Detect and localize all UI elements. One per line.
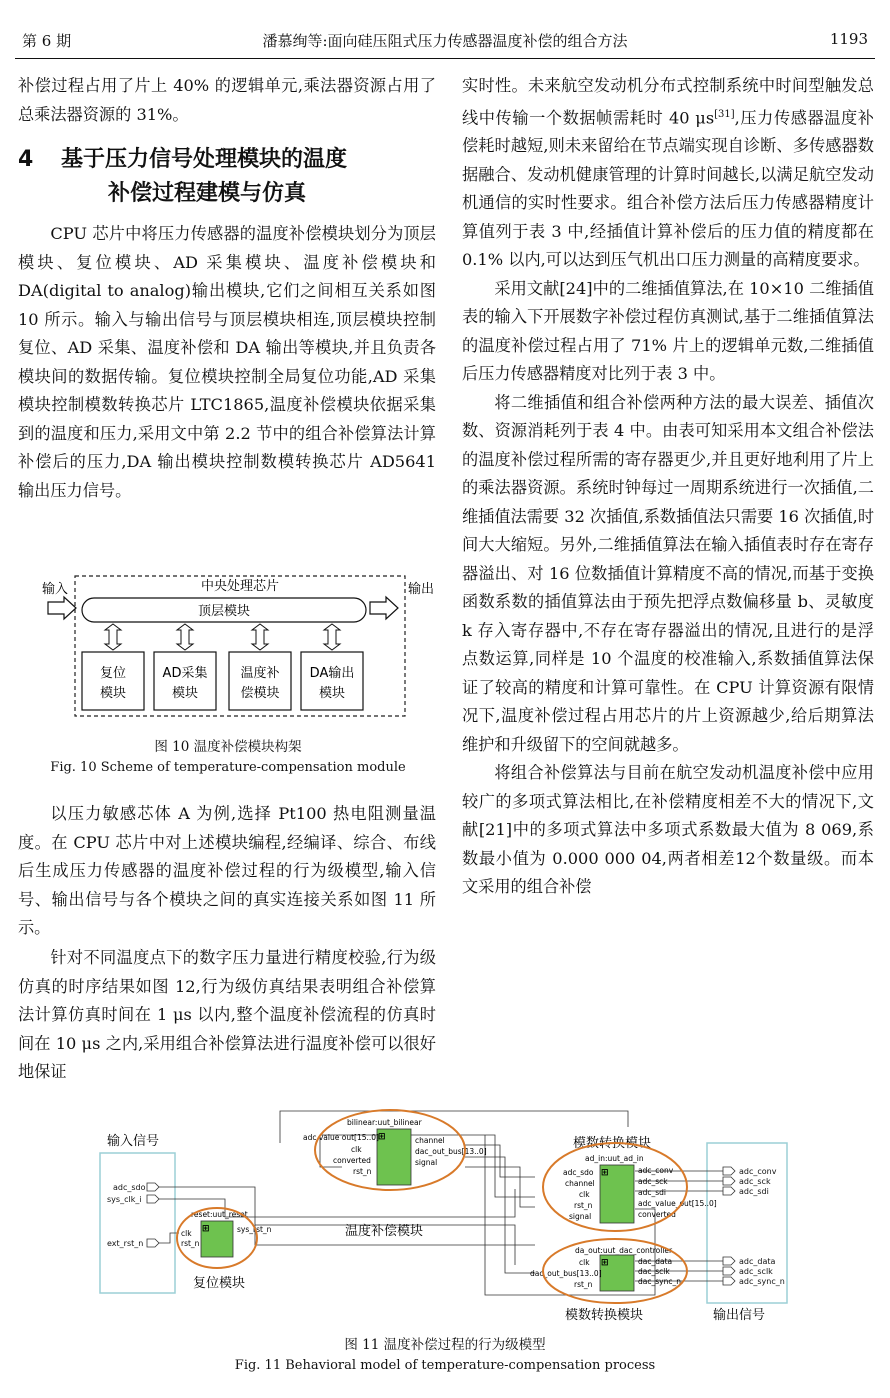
module-label: 模块: [318, 686, 346, 701]
module-label: AD采集: [162, 666, 208, 681]
section-heading: [18, 142, 438, 178]
svg-text:⊞: ⊞: [202, 1224, 210, 1234]
fig11-caption-cn: 图 11 温度补偿过程的行为级模型: [344, 1337, 546, 1353]
svg-text:⊞: ⊞: [601, 1258, 609, 1268]
svg-text:dac_out_bus[13..0]: dac_out_bus[13..0]: [415, 1147, 487, 1156]
link-arrow-icon: [324, 624, 340, 650]
svg-text:signal: signal: [415, 1158, 438, 1167]
svg-text:channel: channel: [565, 1179, 595, 1188]
link-arrow-icon: [105, 624, 121, 650]
module-label: 温度补: [240, 666, 280, 681]
reset-module-box: [82, 652, 144, 710]
fig10-input-label: 输入: [42, 582, 69, 597]
output-pin-label: adc_sync_n: [739, 1277, 785, 1286]
svg-text:converted: converted: [638, 1210, 676, 1219]
adin-block-name: ad_in:uut_ad_in: [585, 1154, 644, 1163]
svg-text:adc value out[15..0]: adc value out[15..0]: [303, 1133, 379, 1142]
section-number: 4: [18, 147, 34, 172]
svg-text:dac_sclk: dac_sclk: [638, 1267, 670, 1276]
dac-module-label: 模数转换模块: [565, 1308, 644, 1323]
output-pin-label: adc_conv: [739, 1167, 777, 1176]
fig10-caption-cn: 图 10 温度补偿模块构架: [154, 739, 302, 755]
ad-module-box: [154, 652, 216, 710]
dac-block-name: da_out:uut_dac_controller: [575, 1246, 673, 1255]
svg-text:sys_rst_n: sys_rst_n: [237, 1225, 272, 1234]
svg-text:dac_sync_n: dac_sync_n: [638, 1277, 681, 1286]
svg-text:adc_sck: adc_sck: [638, 1177, 668, 1186]
svg-text:rst_n: rst_n: [574, 1280, 593, 1289]
right-paragraph-4: 将组合补偿算法与目前在航空发动机温度补偿中应用较广的多项式算法相比,在补偿精度相差不大的情况下,文献[21]中的多项式算法中多项式系数最大值为 8 069,系数最小值为 0.000 000 04,两者相差12个数量级。而本文采用的组合补偿: [462, 763, 874, 897]
link-arrow-icon: [177, 624, 193, 650]
figure-11: [95, 1105, 795, 1330]
section-title-line2: 补偿过程建模与仿真: [108, 181, 307, 206]
right-paragraph-3: 将二维插值和组合补偿两种方法的最大误差、插值次数、资源消耗列于表 4 中。由表可知采用本文组合补偿法的温度补偿过程所需的寄存器更少,并且更好地利用了片上的乘法器资源。系统时钟每过一周期系统进行一次插值,二维插值法需要 32 次插值,系数插值法只需要 16 次插值,时间大大缩短。另外,二维插值算法在输入插值表时存在寄存器溢出、对 16 位数插值计算精度不高的情况,而基于变换函数系数的插值算法由于预先把浮点数偏移量 b、灵敏度 k 存入寄存器中,不存在寄存器溢出的情况,且进行的是浮点数运算,同样是 10 个温度的校准输入,系数插值算法保证了较高的精度和计算可靠性。在 CPU 计算资源有限情况下,温度补偿过程占用芯片的片上资源越少,给后期算法维护和升级留下的空间就越多。: [462, 392, 875, 754]
link-arrow-icon: [252, 624, 268, 650]
svg-text:clk: clk: [579, 1190, 590, 1199]
input-pin-label: ext_rst_n: [107, 1239, 144, 1248]
reset-block-name: reset:uut_reset: [191, 1210, 248, 1219]
svg-text:adc_sdi: adc_sdi: [638, 1188, 666, 1197]
svg-text:⊞: ⊞: [601, 1168, 609, 1178]
right-column: [462, 72, 874, 902]
reset-module-label: 复位模块: [193, 1276, 246, 1291]
svg-text:channel: channel: [415, 1136, 445, 1145]
svg-text:dac_data: dac_data: [638, 1257, 673, 1266]
module-label: 偿模块: [240, 686, 280, 701]
temp-module-box: [229, 652, 291, 710]
output-pin-label: adc_sclk: [739, 1267, 773, 1276]
svg-text:converted: converted: [333, 1156, 371, 1165]
svg-text:rst_n: rst_n: [181, 1239, 200, 1248]
module-label: 复位: [99, 666, 127, 681]
svg-text:adc_sdo: adc_sdo: [563, 1168, 594, 1177]
fig10-output-label: 输出: [408, 582, 435, 597]
svg-text:clk: clk: [351, 1145, 362, 1154]
cpu-label: 中央处理芯片: [200, 579, 280, 594]
da-module-box: [301, 652, 363, 710]
right-paragraph-1: 实时性。未来航空发动机分布式控制系统中时间型触发总线中传输一个数据帧需耗时 40 μs[31],压力传感器温度补偿耗时越短,则未来留给在节点端实现自诊断、多传感器数据融合、发动机健康管理的计算时间越长,以满足航空发动机通信的实时性要求。组合补偿方法后压力传感器精度计算值列于表 3 中,经插值计算补偿后的压力值的精度都在 0.1% 以内,可以达到压气机出口压力测量的高精度要求。: [462, 76, 874, 270]
left-paragraph-2: 以压力敏感芯体 A 为例,选择 Pt100 热电阻测量温度。在 CPU 芯片中对上述模块编程,经编译、综合、布线后生成压力传感器的温度补偿过程的行为级模型,输入信号、输出信号与各个模块之间的真实连接关系如图 11 所示。: [18, 804, 436, 937]
module-label: 模块: [171, 686, 199, 701]
svg-text:rst_n: rst_n: [353, 1167, 372, 1176]
input-arrow-icon: [48, 597, 76, 619]
page-number: 1193: [829, 30, 868, 48]
input-signal-frame: [100, 1153, 175, 1293]
svg-text:⊞: ⊞: [378, 1132, 386, 1142]
output-arrow-icon: [370, 597, 398, 619]
svg-text:rst_n: rst_n: [574, 1201, 593, 1210]
left-top-paragraph: 补偿过程占用了片上 40% 的逻辑单元,乘法器资源占用了总乘法器资源的 31%。: [18, 76, 436, 124]
right-paragraph-2: 采用文献[24]中的二维插值算法,在 10×10 二维插值表的输入下开展数字补偿过程仿真测试,基于二维插值算法的温度补偿过程占用了 71% 片上的逻辑单元数,二维插值后压力传感器精度对比列于表 3 中。: [462, 278, 874, 384]
input-pin-label: adc_sdo: [113, 1183, 146, 1192]
left-paragraph-1: CPU 芯片中将压力传感器的温度补偿模块划分为顶层模块、复位模块、AD 采集模块、温度补偿模块和 DA(digital to analog)输出模块,它们之间相互关系如图 10 所示。输入与输出信号与顶层模块相连,顶层模块控制复位、AD 采集、温度补偿和 DA 输出等模块,并且负责各模块间的数据传输。复位模块控制全局复位功能,AD 采集模块控制模数转换芯片 LTC1865,温度补偿模块依据采集到的温度和压力,采用文中第 2.2 节中的组合补偿算法计算补偿后的压力,DA 输出模块控制数模转换芯片 AD5641 输出压力信号。: [18, 224, 436, 500]
section-title-line1: 基于压力信号处理模块的温度: [60, 147, 347, 172]
svg-text:dac_out_bus[13..0]: dac_out_bus[13..0]: [530, 1269, 602, 1278]
header-rule: [15, 58, 875, 59]
output-pin-label: adc_data: [739, 1257, 776, 1266]
module-label: 模块: [99, 686, 127, 701]
svg-text:adc_conv: adc_conv: [638, 1166, 674, 1175]
left-paragraph-3: 针对不同温度点下的数字压力量进行精度校验,行为级仿真的时序结果如图 12,行为级仿真结果表明组合补偿算法计算仿真时间在 1 μs 以内,整个温度补偿流程的仿真时间在 10 μs 之内,采用组合补偿算法进行温度补偿可以很好地保证: [18, 948, 436, 1081]
fig10-caption-en: Fig. 10 Scheme of temperature-compensation module: [50, 760, 406, 775]
issue-number: 第 6 期: [22, 32, 72, 50]
top-module-label: 顶层模块: [197, 604, 251, 619]
running-title: 潘慕绚等:面向硅压阻式压力传感器温度补偿的组合方法: [262, 32, 628, 50]
svg-text:signal: signal: [569, 1212, 592, 1221]
temp-comp-module-label: 温度补偿模块: [345, 1224, 424, 1239]
output-pin-label: adc_sck: [739, 1177, 771, 1186]
svg-text:adc_value_out[15..0]: adc_value_out[15..0]: [638, 1199, 717, 1208]
input-signal-label: 输入信号: [107, 1134, 160, 1149]
fig11-caption-en: Fig. 11 Behavioral model of temperature-compensation process: [234, 1358, 656, 1373]
svg-text:clk: clk: [181, 1229, 192, 1238]
adc-module-label: 模数转换模块: [573, 1136, 652, 1151]
figure-10: [40, 566, 440, 726]
module-label: DA输出: [309, 666, 355, 681]
input-pin-label: sys_clk_i: [107, 1195, 142, 1204]
bilinear-block-name: bilinear:uut_bilinear: [347, 1118, 422, 1127]
output-signal-label: 输出信号: [713, 1308, 766, 1323]
output-pin-label: adc_sdi: [739, 1187, 769, 1196]
svg-text:clk: clk: [579, 1258, 590, 1267]
